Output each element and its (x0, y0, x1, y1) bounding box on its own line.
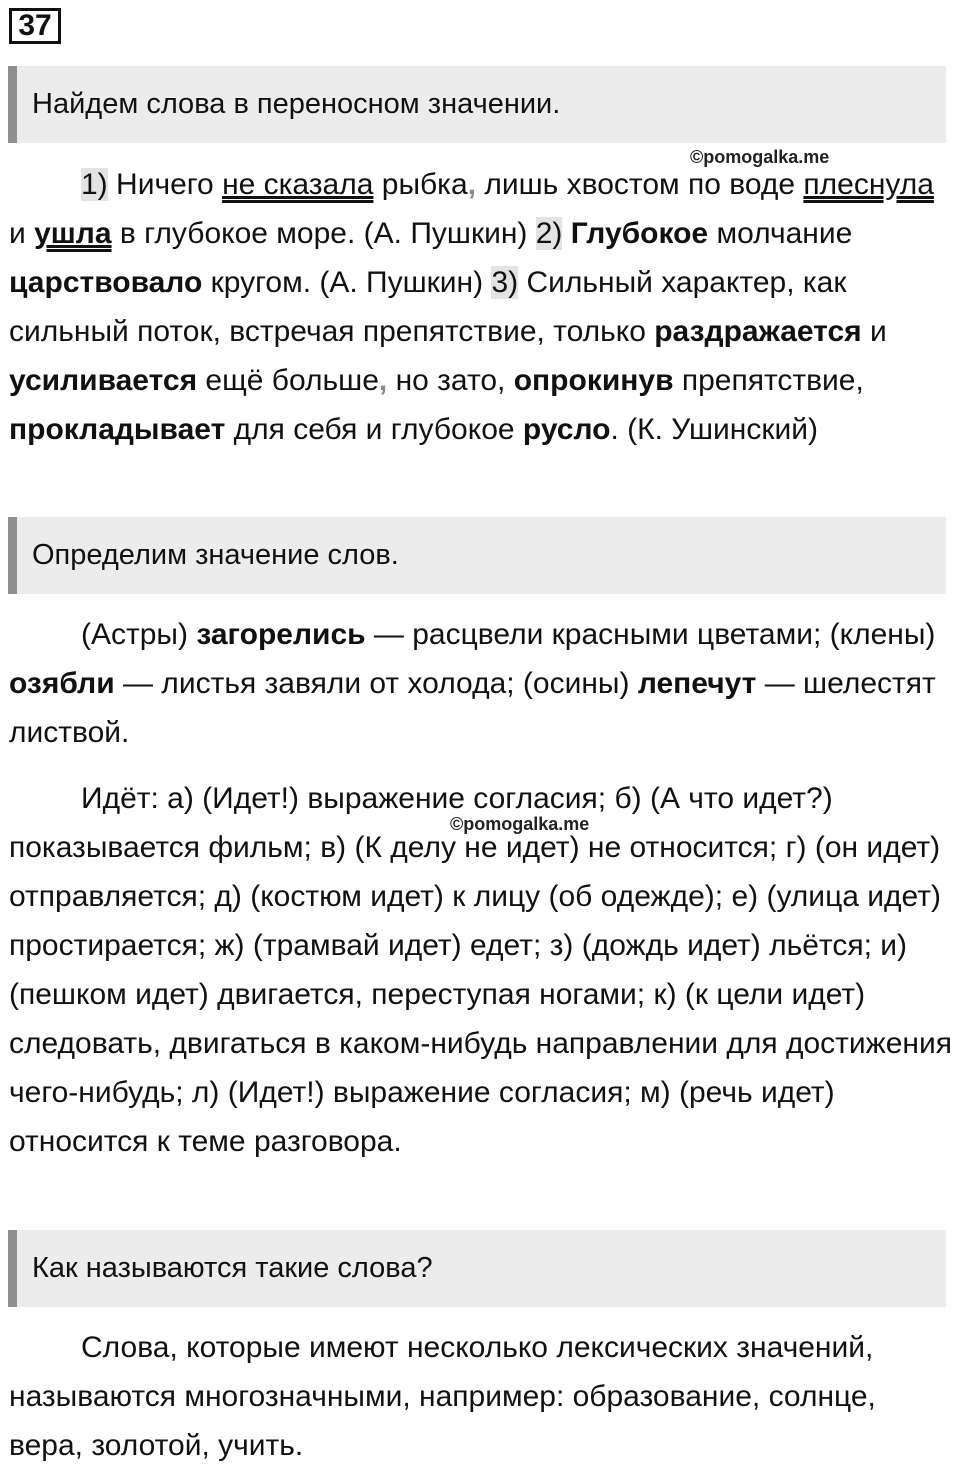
num-1: 1) (81, 168, 108, 201)
word-glubokoe: Глубокое (570, 217, 709, 250)
comma-mark: , (378, 364, 388, 397)
question-3: Как называются такие слова? (8, 1230, 946, 1307)
text: Идёт: а) (Идет!) выражение согласия; б) (А что идет?) показывается фильм; в) (К делу не идет) не относится; г) (он идет) отправляется; д) (костюм идет) к лицу (об одежде); е) (улица идет) простирается; ж) (трамвай идет) едет; з) (дождь идет) льётся; и) (пешком идет) двигается, переступая ногами; к) (к цели идет) следовать, двигаться в каком-нибудь направлении для достижения чего-нибудь; л) (Идет!) выражение согласия; м) (речь идет) относится к теме разговора. (9, 782, 952, 1158)
text: — расцвели красными цветами; (клены) (365, 618, 936, 651)
text: Ничего (107, 168, 223, 201)
text: (Астры) (81, 618, 197, 651)
text: и (861, 315, 887, 348)
text: лишь хвостом по воде (476, 168, 804, 201)
text: Слова, которые имеют несколько лексических значений, называются многозначными, например: образование, солнце, вера, золотой, учить. (9, 1331, 876, 1462)
word-ruslo: русло (522, 413, 611, 446)
text: но зато, (387, 364, 514, 397)
word-razdrazhaetsya: раздражается (654, 315, 862, 348)
text: ещё больше (197, 364, 379, 397)
num-3: 3) (491, 266, 519, 299)
text: молчание (708, 217, 853, 250)
word-lepechut: лепечут (637, 667, 757, 700)
word-oprokinuv: опрокинув (513, 364, 674, 397)
text (562, 217, 570, 250)
answer-1 (9, 160, 954, 454)
task-number: 37 (9, 8, 61, 44)
text: в глубокое море. (А. Пушкин) (111, 217, 536, 250)
text: для себя и глубокое (225, 413, 523, 446)
text: препятствие, (673, 364, 864, 397)
predicate-plesnula: плеснула (803, 168, 934, 201)
predicate-ushla: ушла (34, 217, 112, 250)
word-prokladyvaet: прокладывает (9, 413, 226, 446)
question-2: Определим значение слов. (8, 517, 946, 594)
predicate-ne-skazala: не сказала (222, 168, 374, 201)
word-usilivaetsya: усиливается (9, 364, 198, 397)
watermark-2: ©pomogalka.me (450, 814, 590, 834)
text: и (9, 217, 35, 250)
word-zagorelis: загорелись (196, 618, 366, 651)
answer-2 (9, 610, 954, 757)
question-1: Найдем слова в переносном значении. (8, 66, 946, 143)
num-2: 2) (535, 217, 563, 250)
word-tsarstvovalo: царствовало (9, 266, 203, 299)
text: . (К. Ушинский) (610, 413, 819, 446)
text: — листья завяли от холода; (осины) (114, 667, 638, 700)
text: рыбка (373, 168, 468, 201)
text: Сильный характер, как сильный поток, встречая препятствие, только (9, 266, 847, 348)
text: — шелестят листвой. (9, 667, 936, 749)
answer-4 (9, 1323, 954, 1470)
comma-mark: , (467, 168, 476, 201)
watermark-1: ©pomogalka.me (690, 147, 830, 167)
text: кругом. (А. Пушкин) (202, 266, 492, 299)
word-ozyabli: озябли (9, 667, 115, 700)
